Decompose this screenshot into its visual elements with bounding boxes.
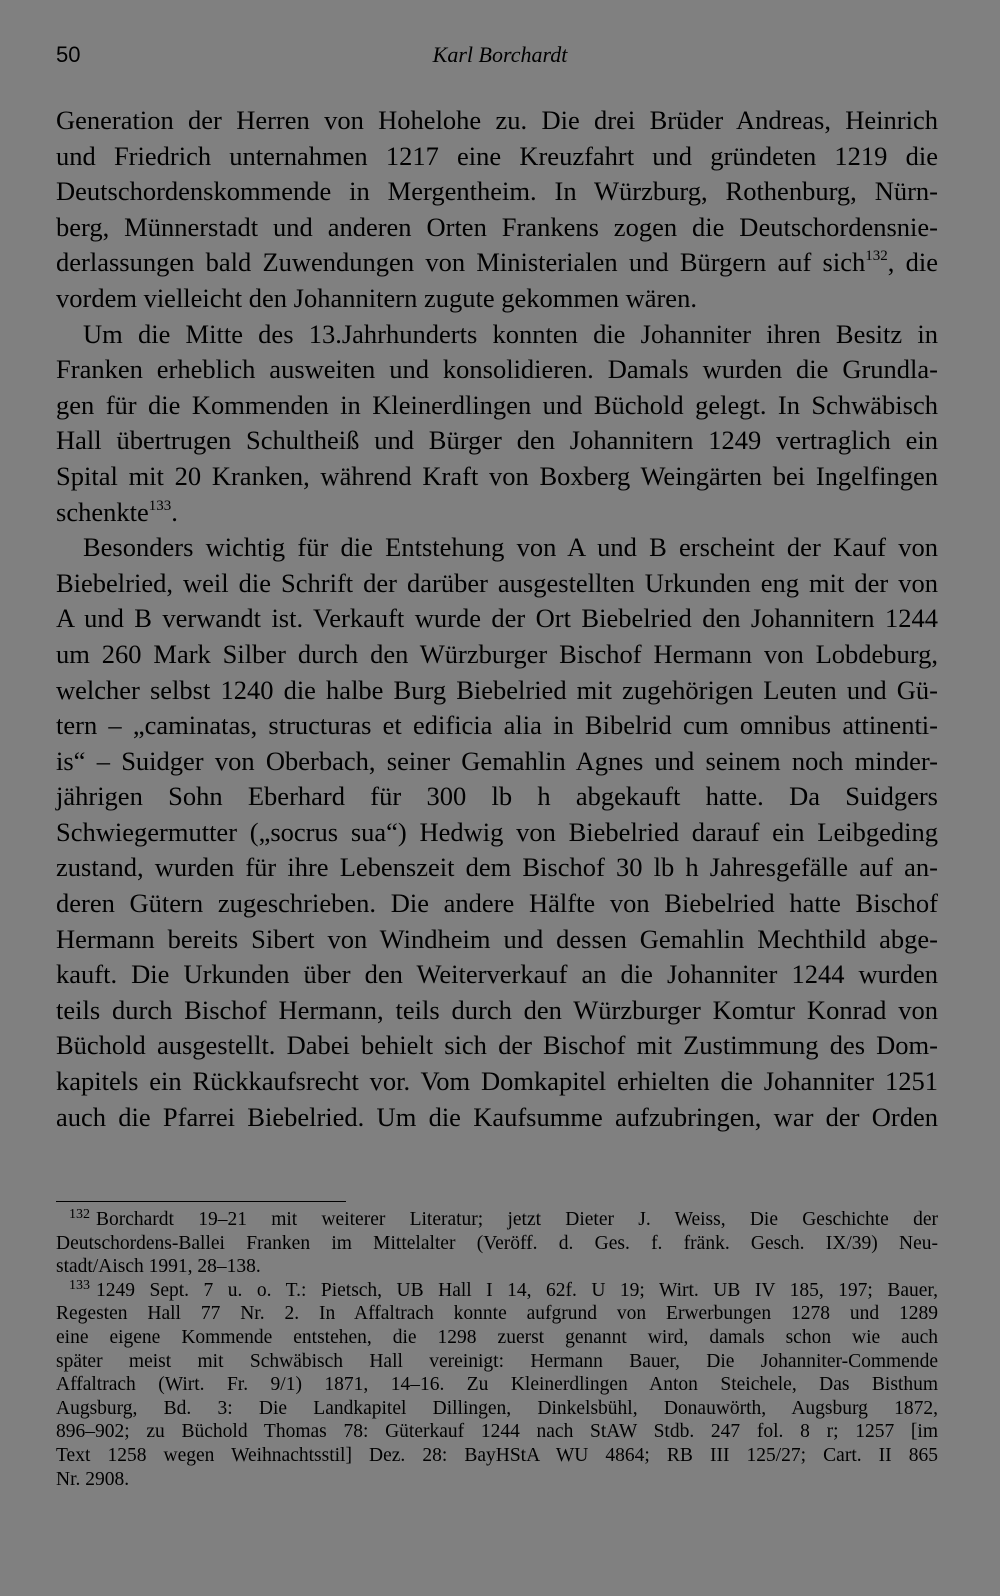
text-line: A und B verwandt ist. Verkauft wurde der Ort Biebelried den Johannitern 1244 [56, 603, 938, 634]
footnote-line: Regesten Hall 77 Nr. 2. In Affaltrach konnte aufgrund von Erwerbungen 1278 und 1289 [56, 1303, 938, 1325]
footnote-ref-132: 132 [865, 248, 888, 265]
text-line: um 260 Mark Silber durch den Würzburger Bischof Hermann von Lobdeburg, [56, 638, 938, 669]
footnote-132-line [56, 1208, 938, 1232]
footnote-line: stadt/Aisch 1991, 28–138. [56, 1256, 261, 1278]
text-line: Generation der Herren von Hohelohe zu. Die drei Brüder Andreas, Heinrich [56, 105, 938, 135]
text-segment: , die [887, 247, 938, 278]
text-line: gen für die Kommenden in Kleinerdlingen und Büchold gelegt. In Schwäbisch [56, 389, 938, 420]
text-line: und Friedrich unternahmen 1217 eine Kreuzfahrt und gründeten 1219 die [56, 140, 938, 171]
footnote-line: Deutschordens-Ballei Franken im Mittelalter (Veröff. d. Ges. f. fränk. Gesch. IX/39) Neu- [56, 1232, 938, 1254]
text-line: Franken erheblich ausweiten und konsolidieren. Damals wurden die Grundla- [56, 354, 938, 385]
text-line: Schwiegermutter („socrus sua“) Hedwig von Biebelried darauf ein Leibgeding [56, 816, 938, 847]
text-line: is“ – Suidger von Oberbach, seiner Gemahlin Agnes und seinem noch minder- [56, 745, 938, 776]
footnote-rule [56, 1201, 346, 1202]
text-segment: Borchardt 19–21 mit weiterer Literatur; jetzt Dieter J. Weiss, Die Geschichte der [96, 1209, 938, 1230]
footnote-133-line [56, 1279, 938, 1303]
text-line: Spital mit 20 Kranken, während Kraft von Boxberg Weingärten bei Ingelfingen [56, 460, 938, 491]
footnote-line: eine eigene Kommende entstehen, die 1298 zuerst genannt wird, damals schon wie auch [56, 1326, 938, 1348]
footnote-ref-133: 133 [148, 497, 172, 514]
body-text [56, 103, 938, 1135]
footnote-number-133: 133 [69, 1277, 90, 1293]
footnote-line: Augsburg, Bd. 3: Die Landkapitel Dillingen, Dinkelsbühl, Donauwörth, Augsburg 1872, [56, 1397, 938, 1419]
text-line: Biebelried, weil die Schrift der darüber ausgestellten Urkunden eng mit der von [56, 567, 938, 598]
text-segment: . [171, 496, 178, 527]
text-line: zustand, wurden für ihre Lebenszeit dem Bischof 30 lb h Jahresgefälle auf an- [56, 852, 938, 883]
text-segment: derlassungen bald Zuwendungen von Ministerialen und Bürgern auf sich [56, 247, 866, 278]
text-line: Um die Mitte des 13.Jahrhunderts konnten die Johanniter ihren Besitz in [83, 318, 938, 349]
text-line: vordem vielleicht den Johannitern zugute gekommen wären. [56, 282, 697, 313]
text-line: Deutschordenskommende in Mergentheim. In Würzburg, Rothenburg, Nürn- [56, 176, 938, 207]
text-line-with-footnote-ref [56, 245, 938, 281]
page-number: 50 [56, 42, 81, 67]
text-line: tern – „caminatas, structuras et edificia alia in Bibelrid cum omnibus attinenti- [56, 710, 938, 741]
text-segment: schenkte [56, 496, 149, 527]
text-line: Hall übertrugen Schultheiß und Bürger den Johannitern 1249 vertraglich ein [56, 425, 938, 456]
footnote-line: Nr. 2908. [56, 1468, 130, 1490]
page-header [56, 42, 944, 76]
text-line: welcher selbst 1240 die halbe Burg Biebelried mit zugehörigen Leuten und Gü- [56, 674, 938, 705]
text-line: kauft. Die Urkunden über den Weiterverkauf an die Johanniter 1244 wurden [56, 959, 938, 990]
text-line: berg, Münnerstadt und anderen Orten Frankens zogen die Deutschordensnie- [56, 211, 938, 242]
text-line: Büchold ausgestellt. Dabei behielt sich der Bischof mit Zustimmung des Dom- [56, 1030, 938, 1061]
footnote-line: Affaltrach (Wirt. Fr. 9/1) 1871, 14–16. Zu Kleinerdlingen Anton Steichele, Das Bisthum [56, 1374, 938, 1396]
text-line: Hermann bereits Sibert von Windheim und dessen Gemahlin Mechthild abge- [56, 923, 938, 954]
running-head: Karl Borchardt [432, 42, 568, 67]
text-line: auch die Pfarrei Biebelried. Um die Kaufsumme aufzubringen, war der Orden [56, 1101, 938, 1132]
footnote-line: 896–902; zu Büchold Thomas 78: Güterkauf 1244 nach StAW Stdb. 247 fol. 8 r; 1257 [im [56, 1421, 938, 1443]
text-line: Besonders wichtig für die Entstehung von A und B erscheint der Kauf von [83, 532, 938, 563]
text-line: teils durch Bischof Hermann, teils durch den Würzburger Komtur Konrad von [56, 994, 938, 1025]
footnote-line: später meist mit Schwäbisch Hall vereinigt: Hermann Bauer, Die Johanniter-Commende [56, 1350, 938, 1372]
footnotes [56, 1208, 938, 1491]
text-line: jährigen Sohn Eberhard für 300 lb h abgekauft hatte. Da Suidgers [56, 781, 938, 812]
footnote-line: Text 1258 wegen Weihnachtsstil] Dez. 28: BayHStA WU 4864; RB III 125/27; Cart. II 865 [56, 1444, 938, 1466]
text-line-with-footnote-ref [56, 495, 938, 531]
footnote-number-132: 132 [69, 1207, 90, 1222]
text-line: kapitels ein Rückkaufsrecht vor. Vom Domkapitel erhielten die Johanniter 1251 [56, 1066, 938, 1097]
text-line: deren Gütern zugeschrieben. Die andere Hälfte von Biebelried hatte Bischof [56, 888, 938, 919]
text-segment: 1249 Sept. 7 u. o. T.: Pietsch, UB Hall I 14, 62f. U 19; Wirt. UB IV 185, 197; Bauer, [96, 1279, 938, 1301]
